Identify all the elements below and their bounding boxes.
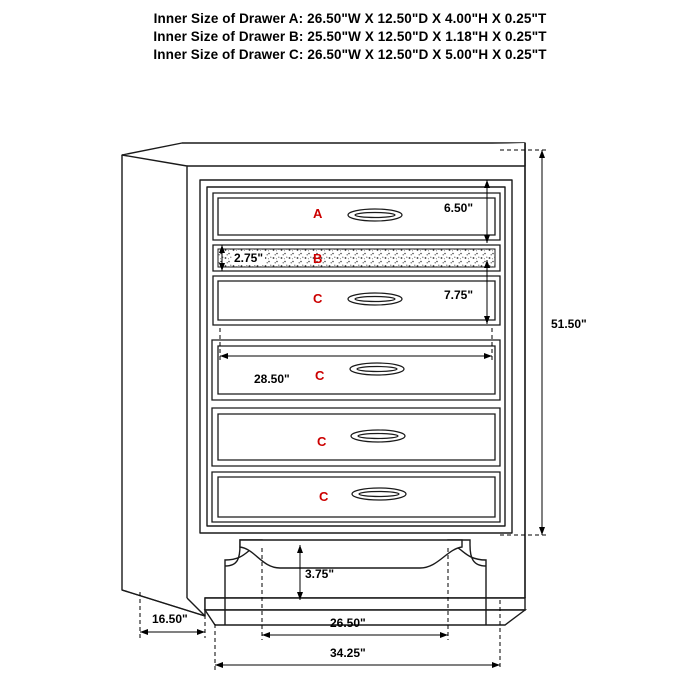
- dim-label-leg-height: 3.75": [305, 567, 335, 581]
- dim-label-overall-height: 51.50": [551, 317, 587, 331]
- dim-label-overall-width: 34.25": [330, 646, 366, 660]
- dim-label-depth: 16.50": [152, 612, 188, 626]
- drawer-letter-a: A: [313, 206, 323, 221]
- spec-line-drawer-a: Inner Size of Drawer A: 26.50"W X 12.50"D X 4.00"H X 0.25"T: [153, 11, 547, 26]
- drawer-letter-b: B: [313, 251, 323, 266]
- drawer-letter-c1: C: [313, 291, 323, 306]
- drawer-letter-c4: C: [319, 489, 329, 504]
- spec-line-drawer-b: Inner Size of Drawer B: 25.50"W X 12.50"D X 1.18"H X 0.25"T: [153, 29, 547, 44]
- drawer-letter-c3: C: [317, 434, 327, 449]
- dim-label-drawer-c-height: 7.75": [444, 288, 474, 302]
- dim-label-drawer-a-height: 6.50": [444, 201, 474, 215]
- dim-label-base-width: 26.50": [330, 616, 366, 630]
- dim-label-drawer-inner-width: 28.50": [254, 372, 290, 386]
- dim-label-drawer-b-height: 2.75": [234, 251, 264, 265]
- drawer-letter-c2: C: [315, 368, 325, 383]
- spec-line-drawer-c: Inner Size of Drawer C: 26.50"W X 12.50"D X 5.00"H X 0.25"T: [153, 47, 547, 62]
